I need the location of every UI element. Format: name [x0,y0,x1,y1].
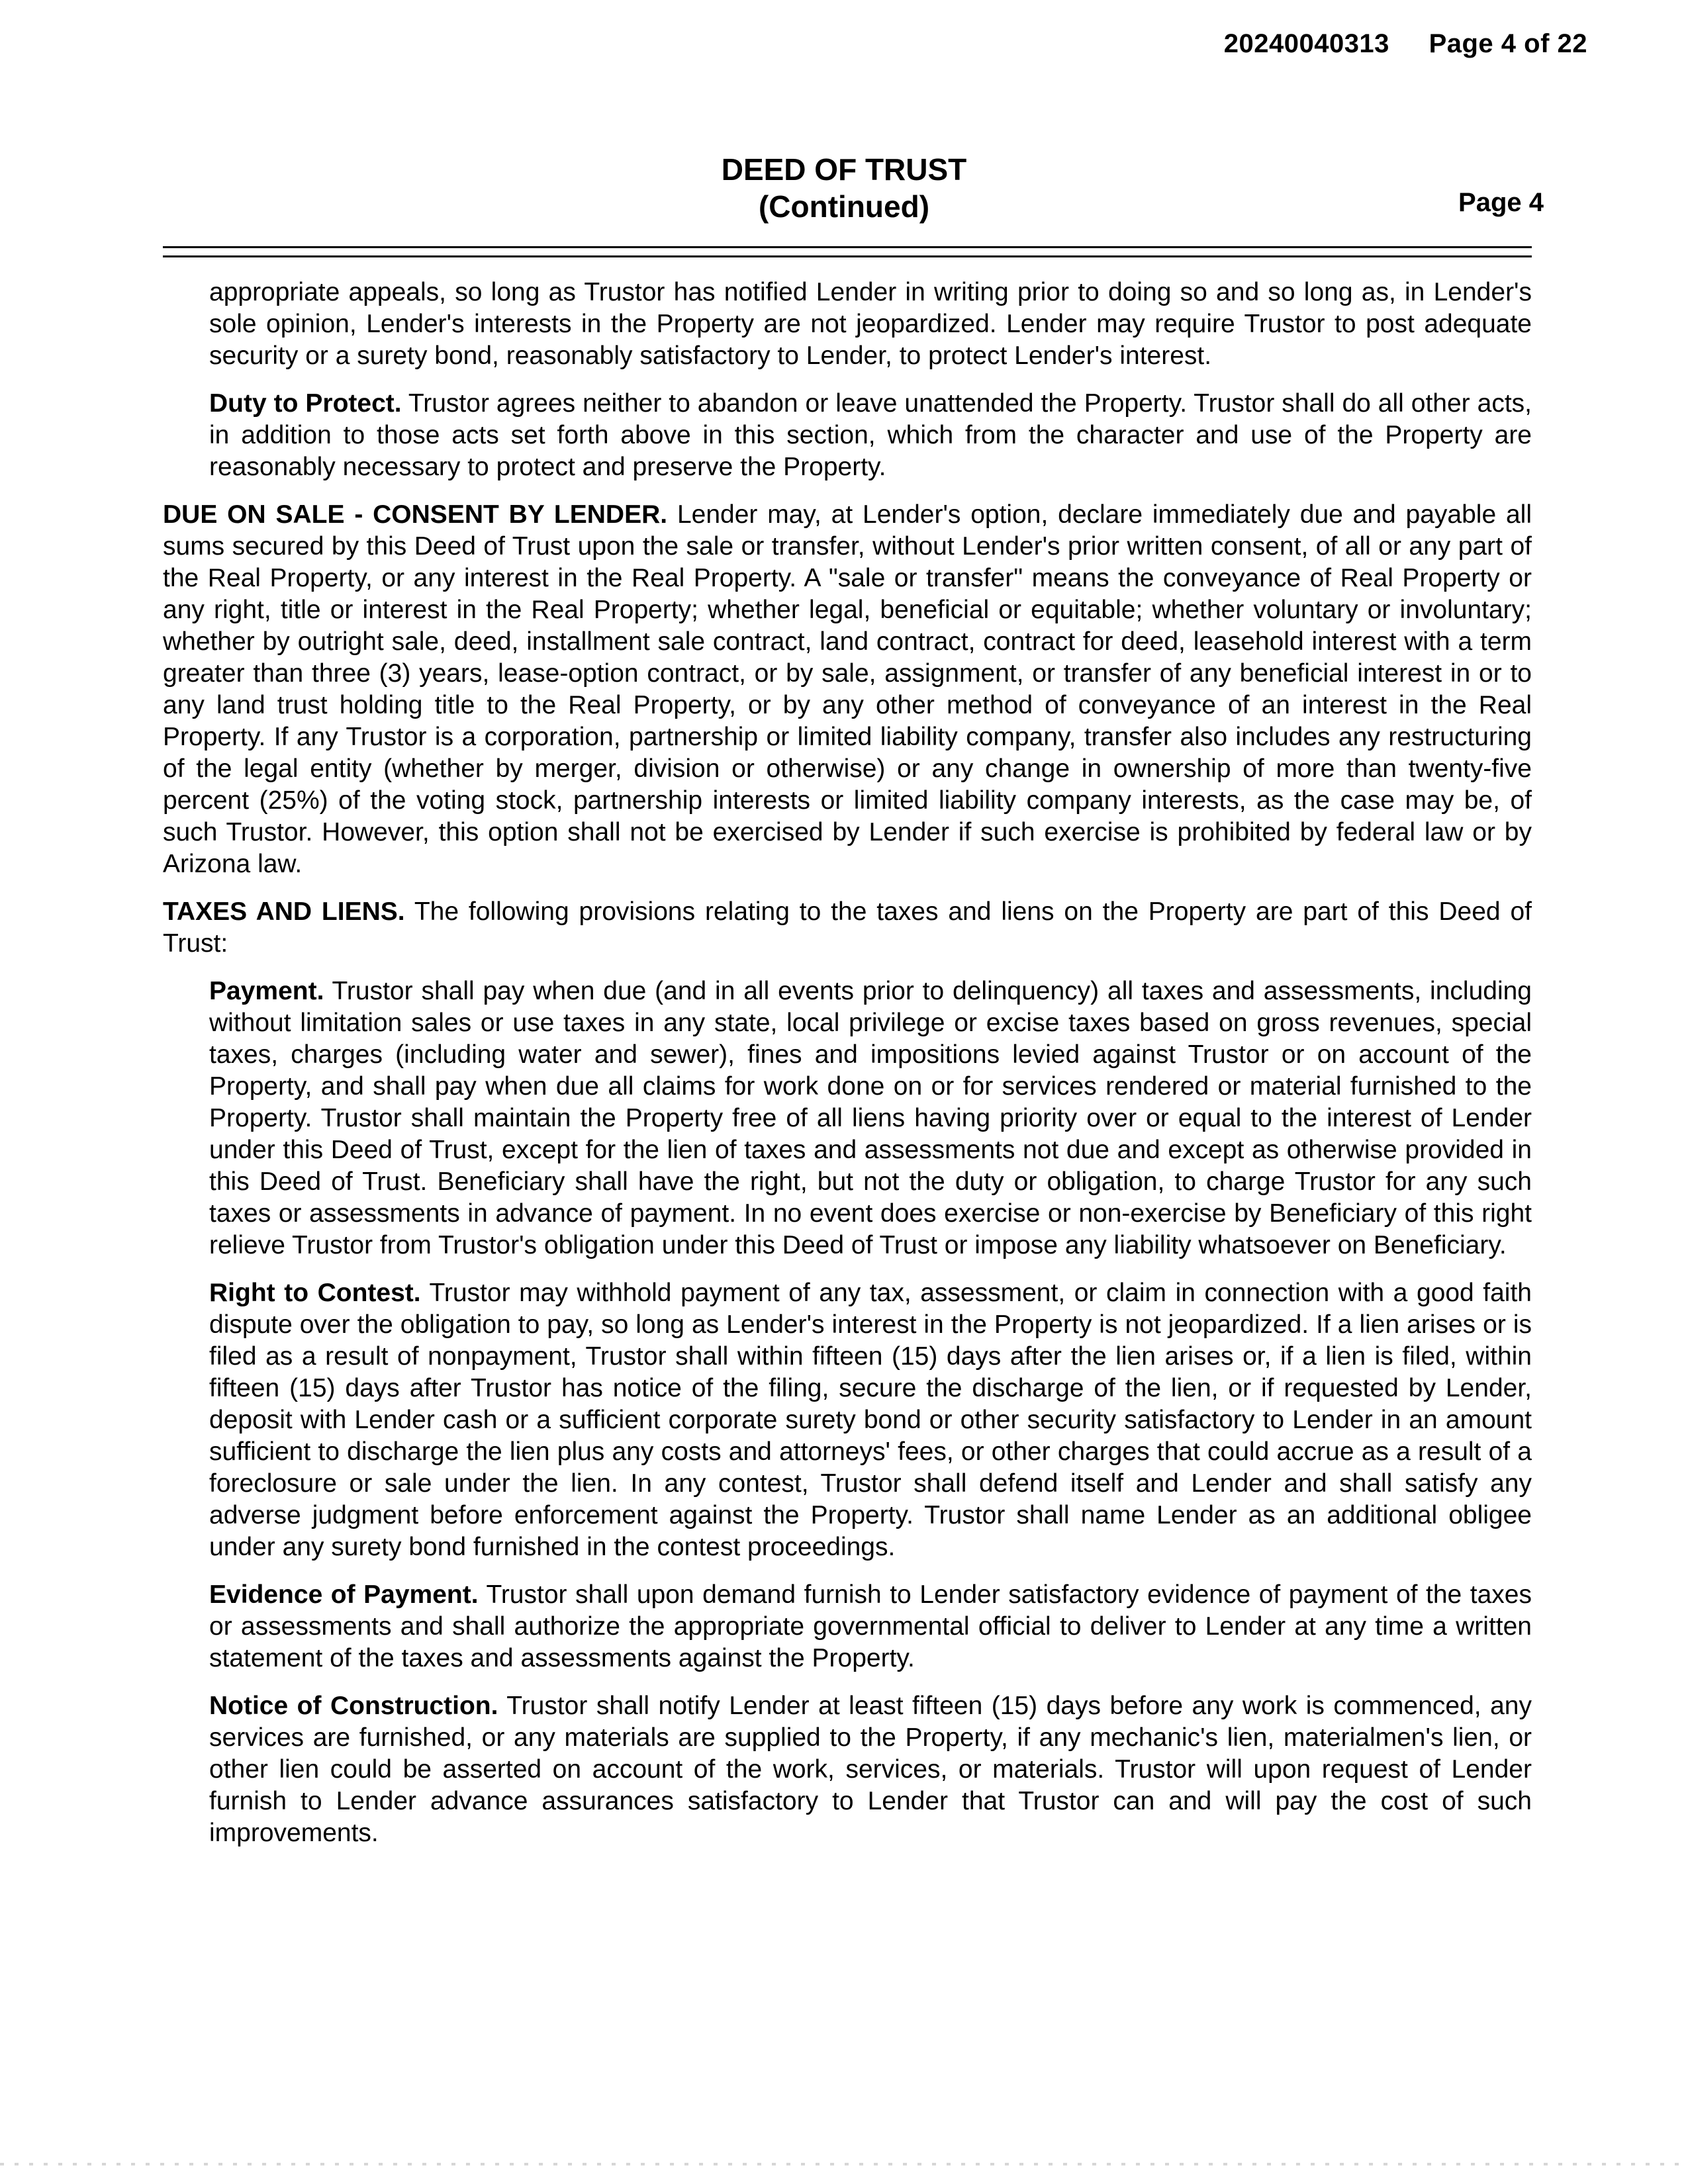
paragraph-heading: Evidence of Payment. [209,1580,479,1609]
paragraph-text: appropriate appeals, so long as Trustor has notified Lender in writing prior to doing so and so long as, in Lender's sole opinion, Lender's interests in the Property are not jeopardized. Lender may require Trustor to post adequate security or a surety bond, reasonably satisfactory to Lender, to protect Lender's interest. [209,278,1532,370]
header-divider-bottom [163,255,1532,257]
page-of-count: Page 4 of 22 [1429,29,1587,58]
paragraph-text: Trustor shall pay when due (and in all events prior to delinquency) all taxes and assessments, including without limitation sales or use taxes in any state, local privilege or excise taxes based on gross revenues, special taxes, charges (including water and sewer), fines and impositions levied against Trustor or on account of the Property, and shall pay when due all claims for work done on or for services rendered or material furnished to the Property. Trustor shall maintain the Property free of all liens having priority over or equal to the interest of Lender under this Deed of Trust, except for the lien of taxes and assessments not due and except as otherwise provided in this Deed of Trust. Beneficiary shall have the right, but not the duty or obligation, to charge Trustor for any such taxes or assessments in advance of payment. In no event does exercise or non-exercise by Beneficiary of this right relieve Trustor from Trustor's obligation under this Deed of Trust or impose any liability whatsoever on Beneficiary. [209,977,1532,1259]
paragraph-notice-of-construction [209,1690,1532,1849]
paragraph-appeals-continued [209,277,1532,372]
paragraph-text: Trustor may withhold payment of any tax, assessment, or claim in connection with a good faith dispute over the obligation to pay, so long as Lender's interest in the Property is not jeopardized. If a lien arises or is filed as a result of nonpayment, Trustor shall within fifteen (15) days after the lien arises or, if a lien is filed, within fifteen (15) days after Trustor has notice of the filing, secure the discharge of the lien, or if requested by Lender, deposit with Lender cash or a sufficient corporate surety bond or other security satisfactory to Lender in an amount sufficient to discharge the lien plus any costs and attorneys' fees, or other charges that could accrue as a result of a foreclosure or sale under the lien. In any contest, Trustor shall defend itself and Lender and shall satisfy any adverse judgment before enforcement against the Property. Trustor shall name Lender as an additional obligee under any surety bond furnished in the contest proceedings. [209,1279,1532,1561]
section-text: The following provisions relating to the taxes and liens on the Property are part of this Deed of Trust: [163,897,1532,958]
section-taxes-and-liens [163,896,1532,960]
document-body [163,277,1532,1865]
document-title [0,151,1688,225]
section-heading: DUE ON SALE - CONSENT BY LENDER. [163,500,668,529]
section-due-on-sale [163,499,1532,880]
paragraph-duty-to-protect [209,388,1532,483]
page-number-label: Page 4 [1458,188,1544,217]
paragraph-evidence-of-payment [209,1579,1532,1674]
section-text: Lender may, at Lender's option, declare immediately due and payable all sums secured by this Deed of Trust upon the sale or transfer, without Lender's prior written consent, of all or any part of the Real Property, or any interest in the Real Property. A "sale or transfer" means the conveyance of Real Property or any right, title or interest in the Real Property; whether legal, beneficial or equitable; whether voluntary or involuntary; whether by outright sale, deed, installment sale contract, land contract, contract for deed, leasehold interest with a term greater than three (3) years, lease-option contract, or by sale, assignment, or transfer of any beneficial interest in or to any land trust holding title to the Real Property, or by any other method of conveyance of an interest in the Real Property. If any Trustor is a corporation, partnership or limited liability company, transfer also includes any restructuring of the legal entity (whether by merger, division or otherwise) or any change in ownership of more than twenty-five percent (25%) of the voting stock, partnership interests or limited liability company interests, as the case may be, of such Trustor. However, this option shall not be exercised by Lender if such exercise is prohibited by federal law or by Arizona law. [163,500,1532,878]
recording-number: 20240040313 [1223,29,1389,58]
paragraph-heading: Notice of Construction. [209,1692,498,1720]
paragraph-heading: Duty to Protect. [209,389,402,418]
document-title-main: DEED OF TRUST [721,152,967,187]
paragraph-right-to-contest [209,1277,1532,1563]
paragraph-text: Trustor shall notify Lender at least fifteen (15) days before any work is commenced, any services are furnished, or any materials are supplied to the Property, if any mechanic's lien, materialmen's lien, or other lien could be asserted on account of the work, services, or materials. Trustor will upon request of Lender furnish to Lender advance assurances satisfactory to Lender that Trustor can and will pay the cost of such improvements. [209,1692,1532,1847]
scan-artifact-line [0,2163,1688,2165]
paragraph-heading: Right to Contest. [209,1279,421,1307]
header-divider-top [163,246,1532,248]
paragraph-text: Trustor agrees neither to abandon or leave unattended the Property. Trustor shall do all other acts, in addition to those acts set forth above in this section, which from the character and use of the Property are reasonably necessary to protect and preserve the Property. [209,389,1532,481]
recording-header [1224,29,1587,59]
paragraph-payment [209,976,1532,1261]
section-heading: TAXES AND LIENS. [163,897,405,926]
paragraph-text: Trustor shall upon demand furnish to Lender satisfactory evidence of payment of the taxes or assessments and shall authorize the appropriate governmental official to deliver to Lender at any time a written statement of the taxes and assessments against the Property. [209,1580,1532,1672]
paragraph-heading: Payment. [209,977,324,1005]
document-title-continued: (Continued) [758,189,930,224]
